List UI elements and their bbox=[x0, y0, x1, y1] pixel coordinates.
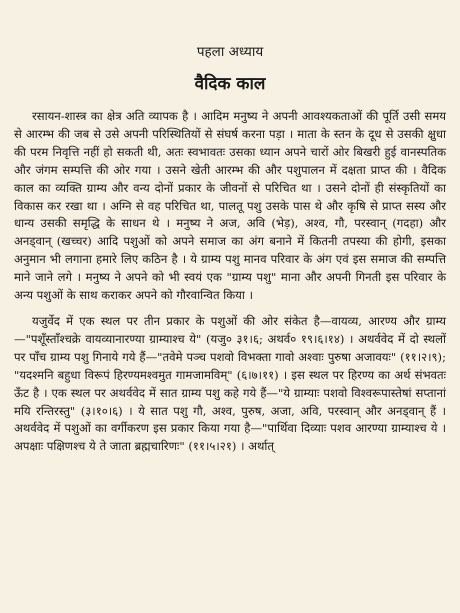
chapter-title: वैदिक काल bbox=[194, 74, 266, 94]
chapter-label: पहला अध्याय bbox=[196, 44, 264, 60]
paragraph-yajurveda: यजुर्वेद में एक स्थल पर तीन प्रकार के पशुओं की ओर संकेत है—वायव्य, आरण्य और ग्राम्य—"पशूँस्ताँश्चक्रे वायव्यानारण्या ग्राम्याश्च ये" (यजु० ३१।६; अथर्व० १९।६।१४) । अथर्ववेद में दो स्थलों पर पाँच ग्राम्य पशु गिनाये गये हैं—"तवेमे पञ्च पशवो विभक्ता गावो अश्वाः पुरुषा अजावयः" (११।२।९); "यदश्मनि बहुधा विरूपं हिरण्यमश्वमुत गामजामविम्" (६।७।११) । इस स्थल पर हिरण्य का अर्थ संभवतः ऊँट है । एक स्थल पर अथर्ववेद में सात ग्राम्य पशु कहे गये हैं—"ये ग्राम्याः पशवो विश्वरूपास्तेषां सप्तानां मयि रन्तिरस्तु" (३।१०।६) । ये सात पशु गौ, अश्व, पुरुष, अजा, अवि, परस्वान् और अनड्वान् हैं । अथर्ववेद में पशुओं का वर्गीकरण इस प्रकार किया गया है—"पार्थिवा दिव्याः पशव आरण्या ग्राम्याश्च ये । अपक्षाः पक्षिणश्च ये ते जाता ब्रह्मचारिणः" (११।५।२१) । अर्थात् bbox=[14, 313, 446, 454]
paragraph-intro: रसायन-शास्त्र का क्षेत्र अति व्यापक है । आदिम मनुष्य ने अपनी आवश्यकताओं की पूर्ति उसी समय से आरम्भ की जब से उसे अपनी परिस्थितियों से संघर्ष करना पड़ा । माता के स्तन के दूध से उसकी क्षुधा की परम निवृत्ति नहीं हो सकती थी, अतः स्वभावतः उसका ध्यान अपने चारों ओर बिखरी हुई वानस्पतिक और जंगम सम्पत्ति की ओर गया । उसने खेती आरम्भ की और पशुपालन में दक्षता प्राप्त की । वैदिक काल का व्यक्ति ग्राम्य और वन्य दोनों प्रकार के जीवनों से परिचित था । उसने दोनों ही संस्कृतियों का विकास कर रखा था । अग्नि से वह परिचित था, पालतू पशु उसके पास थे और कृषि से प्राप्त सस्य और धान्य उसकी समृद्धि के साधन थे । मनुष्य ने अज, अवि (भेड़), अश्व, गौ, परस्वान् (गदहा) और अनड्वान् (खच्चर) आदि पशुओं को अपने समाज का अंग बनाने में कितनी तपस्या की होगी, इसका अनुमान भी लगाना हमारे लिए कठिन है । ये ग्राम्य पशु मानव परिवार के अंग एवं इस समाज की सम्पत्ति माने जाने लगे । मनुष्य ने अपने को भी स्वयं एक "ग्राम्य पशु" माना और अपनी गिनती इस परिवार के अन्य पशुओं के साथ कराकर अपने को गौरवान्वित किया । bbox=[14, 109, 446, 303]
